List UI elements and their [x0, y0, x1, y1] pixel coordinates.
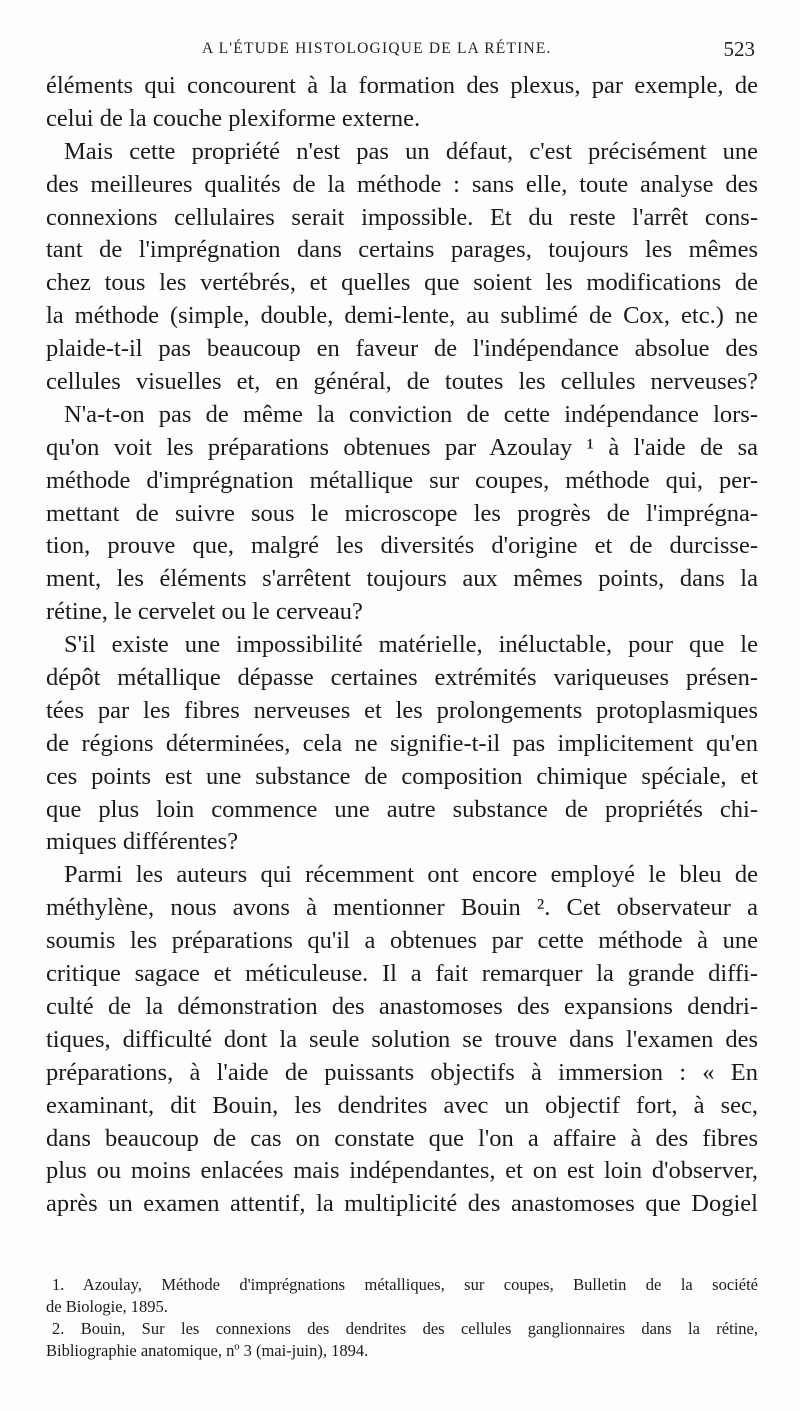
text-line: chez tous les vertébrés, et quelles que soient les modifications de [46, 269, 758, 297]
text-line: examinant, dit Bouin, les dendrites avec un objectif fort, à sec, [46, 1091, 758, 1119]
text-line: plaide-t-il pas beaucoup en faveur de l'indépendance absolue des [46, 335, 758, 363]
text-line: de régions déterminées, cela ne signifie-t-il pas implicitement qu'en [46, 729, 758, 757]
footnotes [46, 1274, 758, 1362]
footnote-line: 2. Bouin, Sur les connexions des dendrites des cellules ganglionnaires dans la rétine, [52, 1319, 758, 1338]
text-line: tant de l'imprégnation dans certains parages, toujours les mêmes [46, 236, 758, 264]
text-line: éléments qui concourent à la formation des plexus, par exemple, de [46, 72, 758, 99]
running-head [0, 37, 800, 66]
text-line: mettant de suivre sous le microscope les progrès de l'imprégna- [46, 499, 758, 527]
body-text [46, 70, 758, 1221]
text-line: des meilleures qualités de la méthode : sans elle, toute analyse des [46, 170, 758, 198]
text-line: ces points est une substance de composition chimique spéciale, et [46, 762, 758, 790]
text-line: soumis les préparations qu'il a obtenues par cette méthode à une [46, 927, 758, 955]
text-line: tiques, difficulté dont la seule solution se trouve dans l'examen des [46, 1025, 758, 1053]
text-line: préparations, à l'aide de puissants objectifs à immersion : « En [46, 1058, 758, 1086]
text-line: tion, prouve que, malgré les diversités d'origine et de durcisse- [46, 532, 758, 560]
text-line: Mais cette propriété n'est pas un défaut, c'est précisément une [64, 137, 758, 165]
text-line: qu'on voit les préparations obtenues par Azoulay ¹ à l'aide de sa [46, 433, 758, 461]
text-line: S'il existe une impossibilité matérielle, inéluctable, pour que le [64, 631, 758, 659]
page-number: 523 [723, 37, 755, 61]
text-line: dans beaucoup de cas on constate que l'on a affaire à des fibres [46, 1124, 758, 1152]
text-line: critique sagace et méticuleuse. Il a fait remarquer la grande diffi- [46, 960, 758, 988]
text-line: tées par les fibres nerveuses et les prolongements protoplasmiques [46, 696, 758, 724]
text-line: méthylène, nous avons à mentionner Bouin ². Cet observateur a [46, 894, 758, 922]
text-line: dépôt métallique dépasse certaines extrémités variqueuses présen- [46, 664, 758, 692]
footnote-line: de Biologie, 1895. [46, 1297, 168, 1316]
text-line: celui de la couche plexiforme externe. [46, 104, 421, 132]
text-line: plus ou moins enlacées mais indépendantes, et on est loin d'observer, [46, 1157, 758, 1185]
text-line: méthode d'imprégnation métallique sur coupes, méthode qui, per- [46, 466, 758, 494]
text-line: rétine, le cervelet ou le cerveau? [46, 598, 363, 626]
text-line: miques différentes? [46, 828, 239, 856]
running-title: A L'ÉTUDE HISTOLOGIQUE DE LA RÉTINE. [202, 40, 552, 57]
text-line: N'a-t-on pas de même la conviction de cette indépendance lors- [64, 400, 758, 428]
text-line: cellules visuelles et, en général, de toutes les cellules nerveuses? [46, 368, 758, 396]
text-line: la méthode (simple, double, demi-lente, au sublimé de Cox, etc.) ne [46, 302, 758, 330]
footnote-line: 1. Azoulay, Méthode d'imprégnations métalliques, sur coupes, Bulletin de la société [52, 1275, 758, 1294]
text-line: culté de la démonstration des anastomoses des expansions dendri- [46, 992, 758, 1020]
footnote-line: Bibliographie anatomique, nº 3 (mai-juin), 1894. [46, 1341, 369, 1360]
text-line: Parmi les auteurs qui récemment ont encore employé le bleu de [64, 861, 758, 889]
text-line: connexions cellulaires serait impossible. Et du reste l'arrêt cons- [46, 203, 758, 231]
text-line: que plus loin commence une autre substance de propriétés chi- [46, 795, 758, 823]
text-line: ment, les éléments s'arrêtent toujours aux mêmes points, dans la [46, 565, 758, 593]
text-line: après un examen attentif, la multiplicité des anastomoses que Dogiel [46, 1190, 758, 1218]
